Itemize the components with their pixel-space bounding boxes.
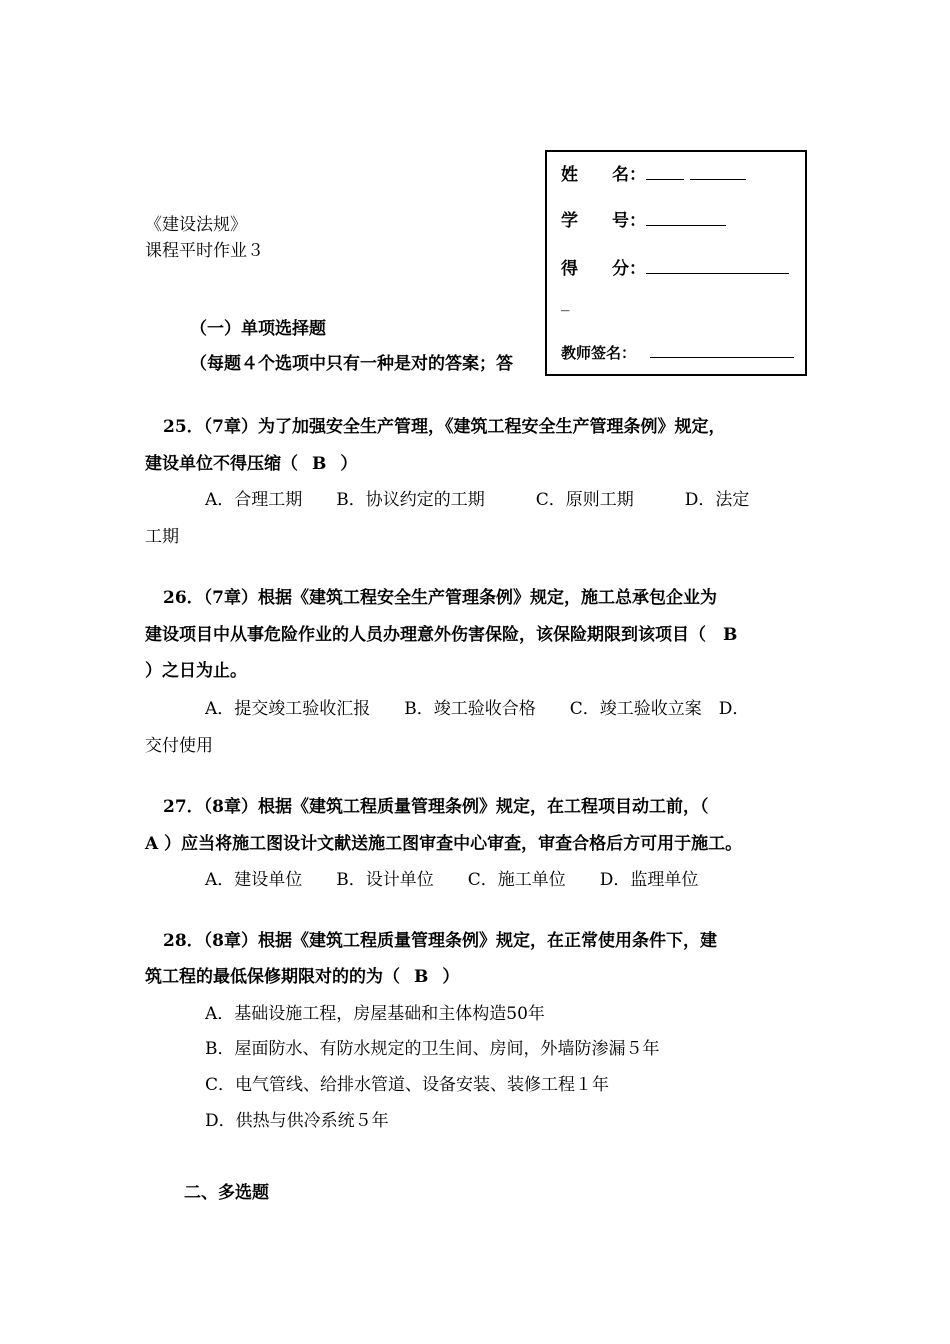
- q28-line2-pre: 筑工程的最低保修期限对的的为（: [145, 967, 400, 987]
- q26-line1: 26．（7章）根据《建筑工程安全生产管理条例》规定，施工总承包企业为: [163, 588, 717, 608]
- score-blank: [646, 259, 789, 274]
- student-id-row: [561, 206, 726, 231]
- teacher-blank: [650, 343, 794, 358]
- q25-options-line1: A．合理工期 B．协议约定的工期 C．原则工期 D．法定: [205, 490, 750, 510]
- q25-line2-post: ）: [340, 454, 358, 474]
- q25-options-line2: 工期: [145, 527, 179, 547]
- q27-options-line1: A．建设单位 B．设计单位 C．施工单位 D．监理单位: [205, 870, 699, 890]
- teacher-row: [561, 342, 794, 363]
- name-blank-1: [646, 165, 684, 180]
- q26-options-line2: 交付使用: [145, 736, 213, 756]
- student-id-label: 学 号：: [561, 211, 646, 231]
- name-label: 姓 名：: [561, 165, 646, 185]
- score-overflow: _: [561, 292, 570, 312]
- q28-line2: [145, 962, 459, 987]
- q28-line2-post: ）: [442, 967, 460, 987]
- q26-options-line1: A．提交竣工验收汇报 B．竣工验收合格 C．竣工验收立案 D．: [205, 699, 750, 719]
- section1-title: （一）单项选择题: [190, 319, 326, 339]
- q28-option-d: D．供热与供冷系统５年: [205, 1111, 389, 1131]
- student-info-box: [545, 150, 807, 376]
- q28-option-b: B．屋面防水、有防水规定的卫生间、房间，外墙防渗漏５年: [205, 1039, 660, 1059]
- q28-option-a: A．基础设施工程，房屋基础和主体构造50年: [205, 1004, 545, 1024]
- q27-line1: 27．（8章）根据《建筑工程质量管理条例》规定，在工程项目动工前，（: [163, 797, 709, 817]
- course-title: 《建设法规》: [145, 215, 247, 235]
- q28-answer: B: [414, 967, 429, 987]
- q25-line2: [145, 449, 357, 474]
- section1-instruction: （每题４个选项中只有一种是对的答案；答: [190, 354, 513, 374]
- q26-line3: ）之日为止。: [145, 661, 247, 681]
- score-label: 得 分：: [561, 259, 646, 279]
- section2-title: 二、多选题: [184, 1183, 269, 1203]
- q28-line1: 28．（8章）根据《建筑工程质量管理条例》规定，在正常使用条件下，建: [163, 931, 717, 951]
- student-id-blank: [646, 211, 726, 226]
- q28-option-c: C．电气管线、给排水管道、设备安装、装修工程１年: [205, 1075, 610, 1095]
- teacher-label: 教师签名：: [561, 344, 637, 362]
- q25-line2-pre: 建设单位不得压缩（: [145, 454, 298, 474]
- q27-line2: A ）应当将施工图设计文献送施工图审查中心审查，审查合格后方可用于施工。: [145, 834, 743, 854]
- score-row: [561, 254, 789, 279]
- assignment-title: 课程平时作业３: [145, 241, 264, 261]
- q25-answer: B: [312, 454, 327, 474]
- q25-line1: 25．（7章）为了加强安全生产管理，《建筑工程安全生产管理条例》规定，: [163, 417, 726, 437]
- name-row: [561, 160, 746, 185]
- name-blank-2: [690, 165, 746, 180]
- q26-line2: 建设项目中从事危险作业的人员办理意外伤害保险，该保险期限到该项目（ B: [145, 625, 738, 645]
